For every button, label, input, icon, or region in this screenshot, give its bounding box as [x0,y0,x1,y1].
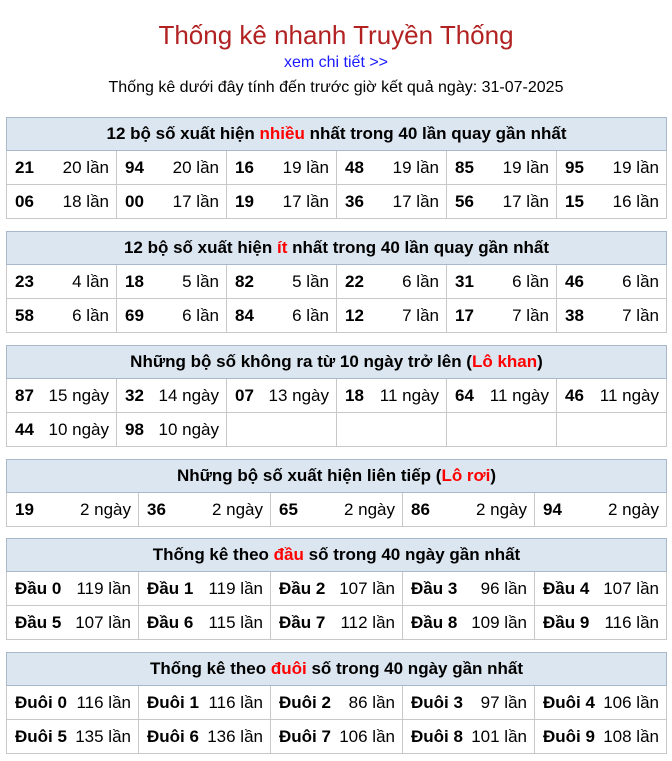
stat-key: 21 [15,157,34,177]
section-title-text: số trong 40 ngày gần nhất [306,659,524,678]
stat-cell [139,686,271,720]
stat-cell [139,493,271,527]
stat-cell [227,265,337,299]
stat-count: 86 lần [348,692,395,712]
table-row [7,606,667,640]
stat-count: 20 lần [62,157,109,177]
stat-key: 06 [15,191,34,211]
stat-cell [403,686,535,720]
stat-key: 17 [455,305,474,325]
stat-key: 82 [235,271,254,291]
stat-key: 58 [15,305,34,325]
stat-count: 17 lần [282,191,329,211]
stat-cell [227,413,337,447]
stat-count: 107 lần [603,578,659,598]
stat-key: Đuôi 5 [15,726,67,746]
stat-key: Đầu 8 [411,612,458,632]
stat-key: Đầu 1 [147,578,194,598]
stat-cell [337,185,447,219]
stat-count: 2 ngày [211,499,263,519]
stat-count: 6 lần [182,305,219,325]
stat-cell [447,265,557,299]
section-title-highlight: Lô rơi [441,466,491,485]
stat-cell [557,413,667,447]
stat-key: Đầu 3 [411,578,458,598]
stat-cell [557,299,667,333]
stat-cell [7,572,139,606]
stat-key: Đuôi 8 [411,726,463,746]
stat-count: 17 lần [172,191,219,211]
stat-key: Đầu 7 [279,612,326,632]
stat-key: 64 [455,385,474,405]
stat-key: 22 [345,271,364,291]
stat-cell [337,413,447,447]
stat-cell [7,185,117,219]
stat-cell [7,265,117,299]
stat-cell [117,185,227,219]
table-row [7,493,667,527]
stat-count: 4 lần [72,271,109,291]
stat-cell [337,151,447,185]
stat-key: Đầu 0 [15,578,62,598]
table-row [7,379,667,413]
stat-count: 96 lần [480,578,527,598]
stat-count: 6 lần [292,305,329,325]
stat-cell [535,720,667,754]
stats-date-note: Thống kê dưới đây tính đến trước giờ kết quả ngày: 31-07-2025 [108,79,564,96]
stat-cell [139,720,271,754]
table-row [7,413,667,447]
stat-cell [7,686,139,720]
table-row [7,151,667,185]
stat-key: 65 [279,499,298,519]
stat-count: 119 lần [208,578,263,598]
stat-count: 6 lần [72,305,109,325]
stat-key: 46 [565,271,584,291]
section-title-highlight: nhiều [259,124,305,143]
stat-key: Đuôi 9 [543,726,595,746]
section-title-highlight: ít [277,238,288,257]
page-title: Thống kê nhanh Truyền Thống [158,20,514,50]
section-title [7,653,667,686]
stat-cell [227,299,337,333]
stat-count: 5 lần [292,271,329,291]
stat-key: 86 [411,499,430,519]
stat-count: 20 lần [172,157,219,177]
stat-count: 5 lần [182,271,219,291]
stat-cell [447,299,557,333]
stat-cell [117,151,227,185]
stat-cell [403,493,535,527]
stat-cell [403,572,535,606]
stat-count: 14 ngày [158,385,219,405]
stat-count: 135 lần [75,726,131,746]
stat-key: Đuôi 0 [15,692,67,712]
stat-count: 109 lần [471,612,527,632]
stat-cell [139,606,271,640]
stat-count: 97 lần [480,692,527,712]
stat-count: 18 lần [62,191,109,211]
stat-cell [7,151,117,185]
stat-key: 23 [15,271,34,291]
table-row [7,572,667,606]
section-title-text: ) [537,352,543,371]
stat-key: 95 [565,157,584,177]
stat-cell [227,379,337,413]
stat-count: 7 lần [402,305,439,325]
stat-key: 15 [565,191,584,211]
section-title [7,539,667,572]
stat-count: 19 lần [392,157,439,177]
stat-key: 85 [455,157,474,177]
stat-cell [139,572,271,606]
section-title-text: nhất trong 40 lần quay gần nhất [304,124,567,143]
stat-key: 32 [125,385,144,405]
stat-cell [403,606,535,640]
stat-cell [557,379,667,413]
stat-count: 2 ngày [475,499,527,519]
tail-digit-table [6,652,667,754]
section-title-text: 12 bộ số xuất hiện [123,238,277,257]
stat-key: 98 [125,419,144,439]
stat-key: Đầu 6 [147,612,194,632]
stat-count: 6 lần [622,271,659,291]
stat-cell [117,299,227,333]
stat-key: 16 [235,157,254,177]
stat-key: Đuôi 4 [543,692,595,712]
stat-count: 7 lần [622,305,659,325]
stat-count: 13 ngày [268,385,329,405]
stat-cell [117,265,227,299]
stat-count: 17 lần [392,191,439,211]
head-digit-table [6,538,667,640]
stat-count: 19 lần [502,157,549,177]
stat-cell [7,493,139,527]
stat-count: 11 ngày [379,385,439,405]
stat-cell [7,299,117,333]
stat-count: 6 lần [512,271,549,291]
stat-cell [271,493,403,527]
section-title-highlight: Lô khan [471,352,538,371]
stat-key: 94 [125,157,144,177]
stat-key: 94 [543,499,562,519]
section-title-text: 12 bộ số xuất hiện [106,124,260,143]
table-row [7,299,667,333]
stat-key: 19 [235,191,254,211]
section-title-text: nhất trong 40 lần quay gần nhất [287,238,550,257]
stat-count: 19 lần [282,157,329,177]
stat-count: 6 lần [402,271,439,291]
stat-count: 19 lần [612,157,659,177]
view-detail-link[interactable]: xem chi tiết >> [283,54,389,71]
section-title [7,346,667,379]
stat-count: 116 lần [208,692,263,712]
stat-key: 46 [565,385,584,405]
stat-cell [557,265,667,299]
stat-key: 18 [345,385,364,405]
stat-cell [447,413,557,447]
stat-key: 07 [235,385,254,405]
section-title-text: Thống kê theo [149,659,271,678]
stat-cell [7,606,139,640]
stat-count: 107 lần [339,578,395,598]
table-row [7,720,667,754]
stat-key: 31 [455,271,474,291]
stat-count: 11 ngày [599,385,659,405]
section-title [7,118,667,151]
stat-count: 136 lần [207,726,263,746]
stat-count: 106 lần [339,726,395,746]
stat-cell [7,413,117,447]
stat-key: 36 [147,499,166,519]
stat-key: Đuôi 6 [147,726,199,746]
section-title-text: ) [490,466,497,485]
stat-cell [227,151,337,185]
stat-key: 18 [125,271,144,291]
stat-count: 108 lần [603,726,659,746]
section-title-text: số trong 40 ngày gần nhất [303,545,521,564]
stat-key: 56 [455,191,474,211]
stat-cell [7,379,117,413]
stat-key: 00 [125,191,144,211]
stat-cell [271,572,403,606]
section-title-text: Những bộ số không ra từ 10 ngày trở lên ( [130,352,472,371]
stat-cell [271,720,403,754]
stat-key: 48 [345,157,364,177]
stat-key: 84 [235,305,254,325]
stat-count: 106 lần [603,692,659,712]
section-title [7,232,667,265]
section-title-text: Những bộ số xuất hiện liên tiếp ( [176,466,442,485]
stat-key: Đuôi 3 [411,692,463,712]
stat-count: 10 ngày [48,419,109,439]
lo-khan-table [6,345,667,447]
section-title-highlight: đầu [273,545,304,564]
stat-cell [557,185,667,219]
stat-count: 11 ngày [489,385,549,405]
stat-cell [271,686,403,720]
stat-key: 38 [565,305,584,325]
stat-cell [227,185,337,219]
stat-count: 17 lần [502,191,549,211]
stat-key: 12 [345,305,364,325]
stat-count: 2 ngày [79,499,131,519]
stat-key: Đầu 5 [15,612,62,632]
stat-count: 15 ngày [48,385,109,405]
table-row [7,185,667,219]
stat-cell [271,606,403,640]
stat-key: Đuôi 7 [279,726,331,746]
stat-key: Đầu 2 [279,578,326,598]
stat-count: 16 lần [612,191,659,211]
stat-cell [337,299,447,333]
stat-count: 119 lần [76,578,131,598]
stat-key: Đầu 9 [543,612,590,632]
stat-count: 101 lần [471,726,527,746]
stat-cell [535,606,667,640]
stat-key: Đuôi 2 [279,692,331,712]
stat-count: 7 lần [512,305,549,325]
stat-cell [447,185,557,219]
stat-key: 69 [125,305,144,325]
stat-cell [535,493,667,527]
most-frequent-table [6,117,667,219]
stat-key: Đầu 4 [543,578,590,598]
stat-cell [447,151,557,185]
table-row [7,686,667,720]
lo-roi-table [6,459,667,527]
stat-count: 115 lần [208,612,263,632]
stat-cell [337,265,447,299]
section-title-highlight: đuôi [270,659,307,678]
stat-count: 116 lần [604,612,659,632]
stat-cell [557,151,667,185]
stat-count: 116 lần [76,692,131,712]
stat-key: 19 [15,499,34,519]
stat-cell [535,686,667,720]
stat-key: 36 [345,191,364,211]
stat-cell [535,572,667,606]
section-title [7,460,667,493]
stat-count: 112 lần [340,612,395,632]
stat-count: 107 lần [75,612,131,632]
stat-cell [117,379,227,413]
stat-count: 2 ngày [343,499,395,519]
stat-cell [117,413,227,447]
stat-cell [337,379,447,413]
stat-cell [403,720,535,754]
stat-cell [7,720,139,754]
least-frequent-table [6,231,667,333]
stat-key: 44 [15,419,34,439]
section-title-text: Thống kê theo [152,545,274,564]
stat-key: Đuôi 1 [147,692,199,712]
table-row [7,265,667,299]
stat-count: 10 ngày [158,419,219,439]
stat-key: 87 [15,385,34,405]
stat-count: 2 ngày [607,499,659,519]
stat-cell [447,379,557,413]
